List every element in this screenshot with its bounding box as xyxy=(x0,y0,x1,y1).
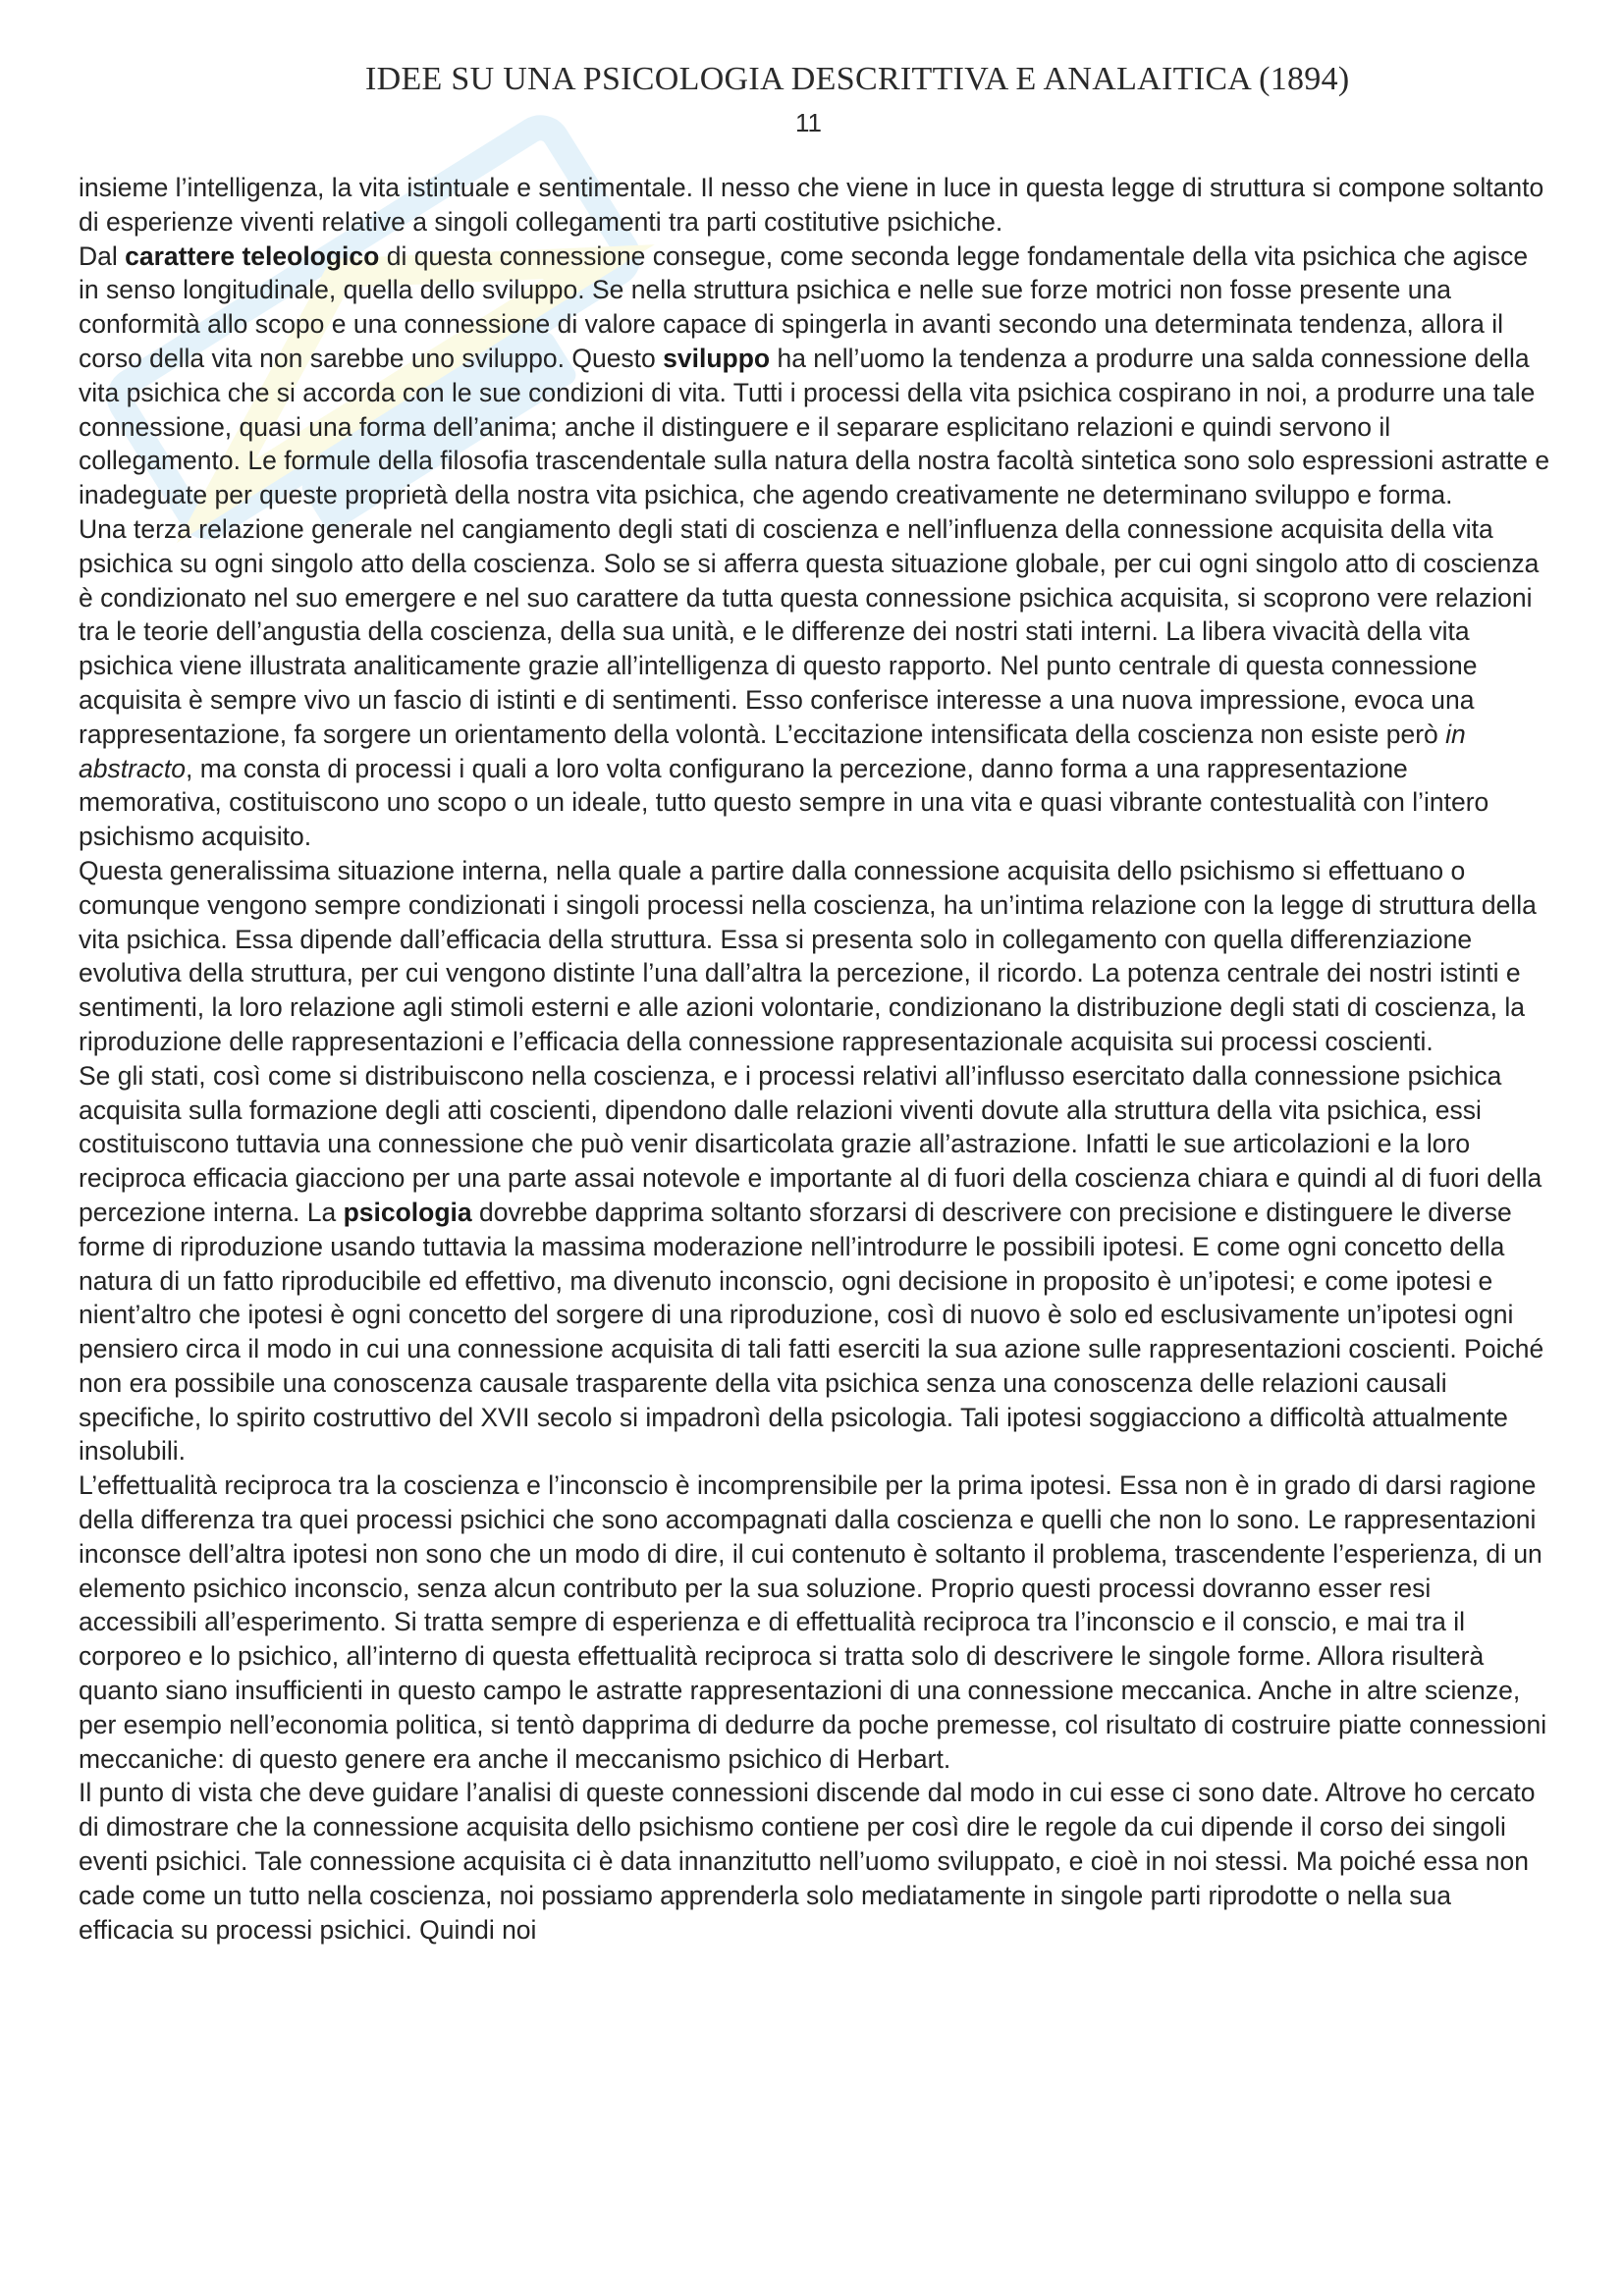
paragraph-text: , ma consta di processi i quali a loro volta configurano la percezione, danno forma a una rappresentazione memorativa, costituiscono uno scopo o un ideale, tutto questo sempre in una vita e quasi vibrante contestualità con l’intero psichismo acquisito. xyxy=(79,753,1489,852)
paragraph-text: dovrebbe dapprima soltanto sforzarsi di descrivere con precisione e distinguere le diverse forme di riproduzione usando tuttavia la massima moderazione nell’introdurre le possibili ipotesi. E come ogni concetto della natura di un fatto riproducibile ed effettivo, ma divenuto inconscio, ogni decisione in proposito è un’ipotesi; e come ipotesi e nient’altro che ipotesi è ogni concetto del sorgere di una riproduzione, così di nuovo è solo ed esclusivamente un’ipotesi ogni pensiero circa il modo in cui una connessione acquisita di tali fatti eserciti la sua azione sulle rappresentazioni coscienti. Poiché non era possibile una conoscenza causale trasparente della vita psichica senza una conoscenza delle relazioni causali specifiche, lo spirito costruttivo del XVII secolo si impadronì della psicologia. Tali ipotesi soggiacciono a difficoltà attualmente insolubili. xyxy=(79,1197,1544,1467)
paragraph-text: insieme l’intelligenza, la vita istintuale e sentimentale. Il nesso che viene in luce in questa legge di struttura si compone soltanto di esperienze viventi relative a singoli collegamenti tra parti costitutive psichiche. xyxy=(79,173,1544,237)
running-title: IDEE SU UNA PSICOLOGIA DESCRITTIVA E ANALAITICA (1894) xyxy=(365,61,1350,97)
paragraph-text: L’effettualità reciproca tra la coscienza e l’inconscio è incomprensibile per la prima ipotesi. Essa non è in grado di darsi ragione della differenza tra quei processi psichici che sono accompagnati dalla coscienza e quelli che non lo sono. Le rappresentazioni inconsce dell’altra ipotesi non sono che un modo di dire, il cui contenuto è soltanto il problema, trascendente l’esperienza, di un elemento psichico inconscio, senza alcun contributo per la sua soluzione. Proprio questi processi dovranno esser resi accessibili all’esperimento. Si tratta sempre di esperienza e di effettualità reciproca tra l’inconscio e il conscio, e mai tra il corporeo e lo psichico, all’interno di questa effettualità reciproca si tratta solo di descrivere le singole forme. Allora risulterà quanto siano insufficienti in questo campo le astratte rappresentazioni di una connessione meccanica. Anche in altre scienze, per esempio nell’economia politica, si tentò dapprima di dedurre da poche premesse, col risultato di costruire piatte connessioni meccaniche: di questo genere era anche il meccanismo psichico di Herbart. xyxy=(79,1470,1547,1774)
paragraph xyxy=(79,854,1551,1059)
body-text xyxy=(79,171,1551,1947)
bold-term: carattere teleologico xyxy=(125,240,380,271)
paragraph-text: Dal xyxy=(79,240,126,271)
paragraph xyxy=(79,1468,1551,1776)
paragraph-text: Questa generalissima situazione interna, nella quale a partire dalla connessione acquisita dello psichismo si effettuano o comunque vengono sempre condizionati i singoli processi nella coscienza, ha un’intima relazione con la legge di struttura della vita psichica. Essa dipende dall’efficacia della struttura. Essa si presenta solo in collegamento con quella differenziazione evolutiva della struttura, per cui vengono distinte l’una dall’altra la percezione, il ricordo. La potenza centrale dei nostri istinti e sentimenti, la loro relazione agli stimoli esterni e alle azioni volontarie, condizionano la distribuzione degli stati di coscienza, la riproduzione delle rappresentazioni e l’efficacia della connessione rappresentazionale acquisita sui processi coscienti. xyxy=(79,855,1537,1056)
paragraph xyxy=(79,1776,1551,1947)
paragraph-text: ha nell’uomo la tendenza a produrre una salda connessione della vita psichica che si accorda con le sue condizioni di vita. Tutti i processi della vita psichica cospirano in noi, a produrre una tale connessione, quasi una forma dell’anima; anche il distinguere e il separare esplicitano relazioni e quindi servono il collegamento. Le formule della filosofia trascendentale sulla natura della nostra facoltà sintetica sono solo espressioni astratte e inadeguate per queste proprietà della nostra vita psichica, che agendo creativamente ne determinano sviluppo e forma. xyxy=(79,343,1550,510)
page-number: 11 xyxy=(795,108,822,137)
paragraph-text: Una terza relazione generale nel cangiamento degli stati di coscienza e nell’influenza della connessione acquisita della vita psichica su ogni singolo atto della coscienza. Solo se si afferra questa situazione globale, per cui ogni singolo atto di coscienza è condizionato nel suo emergere e nel suo carattere da tutta questa connessione psichica acquisita, si scoprono vere relazioni tra le teorie dell’angustia della coscienza, della sua unità, e le differenze dei nostri stati interni. La libera vivacità della vita psichica viene illustrata analiticamente grazie all’intelligenza di questo rapporto. Nel punto centrale di questa connessione acquisita è sempre vivo un fascio di istinti e di sentimenti. Esso conferisce interesse a una nuova impressione, evoca una rappresentazione, fa sorgere un orientamento della volontà. L’eccitazione intensificata della coscienza non esiste però xyxy=(79,513,1540,749)
paragraph xyxy=(79,171,1551,240)
bold-term: psicologia xyxy=(343,1197,472,1227)
paragraph-text: di questa connessione consegue, come seconda legge fondamentale della vita psichica che agisce in senso longitudinale, quella dello sviluppo. Se nella struttura psichica e nelle sue forze motrici non fosse presente una conformità allo scopo e una connessione di valore capace di spingerla in avanti secondo una determinata tendenza, allora il corso della vita non sarebbe uno sviluppo. Questo xyxy=(79,240,1529,373)
paragraph-text: Se gli stati, così come si distribuiscono nella coscienza, e i processi relativi all’influsso esercitato dalla connessione psichica acquisita sulla formazione degli atti coscienti, dipendono dalle relazioni viventi dovute alla struttura della vita psichica, essi costituiscono tuttavia una connessione che può venir disarticolata grazie all’astrazione. Infatti le sue articolazioni e la loro reciproca efficacia giacciono per una parte assai notevole e importante al di fuori della coscienza chiara e quindi al di fuori della percezione interna. La xyxy=(79,1060,1542,1227)
paragraph xyxy=(79,1059,1551,1469)
paragraph xyxy=(79,240,1551,512)
bold-term: sviluppo xyxy=(663,343,771,373)
paragraph xyxy=(79,512,1551,854)
italic-term: in abstracto xyxy=(79,719,1466,783)
paragraph-text: Il punto di vista che deve guidare l’analisi di queste connessioni discende dal modo in cui esse ci sono date. Altrove ho cercato di dimostrare che la connessione acquisita dello psichismo contiene per così dire le regole da cui dipende il corso dei singoli eventi psichici. Tale connessione acquisita ci è data innanzitutto nell’uomo sviluppato, e cioè in noi stessi. Ma poiché essa non cade come un tutto nella coscienza, noi possiamo apprenderla solo mediatamente in singole parti riprodotte o nella sua efficacia su processi psichici. Quindi noi xyxy=(79,1778,1536,1945)
